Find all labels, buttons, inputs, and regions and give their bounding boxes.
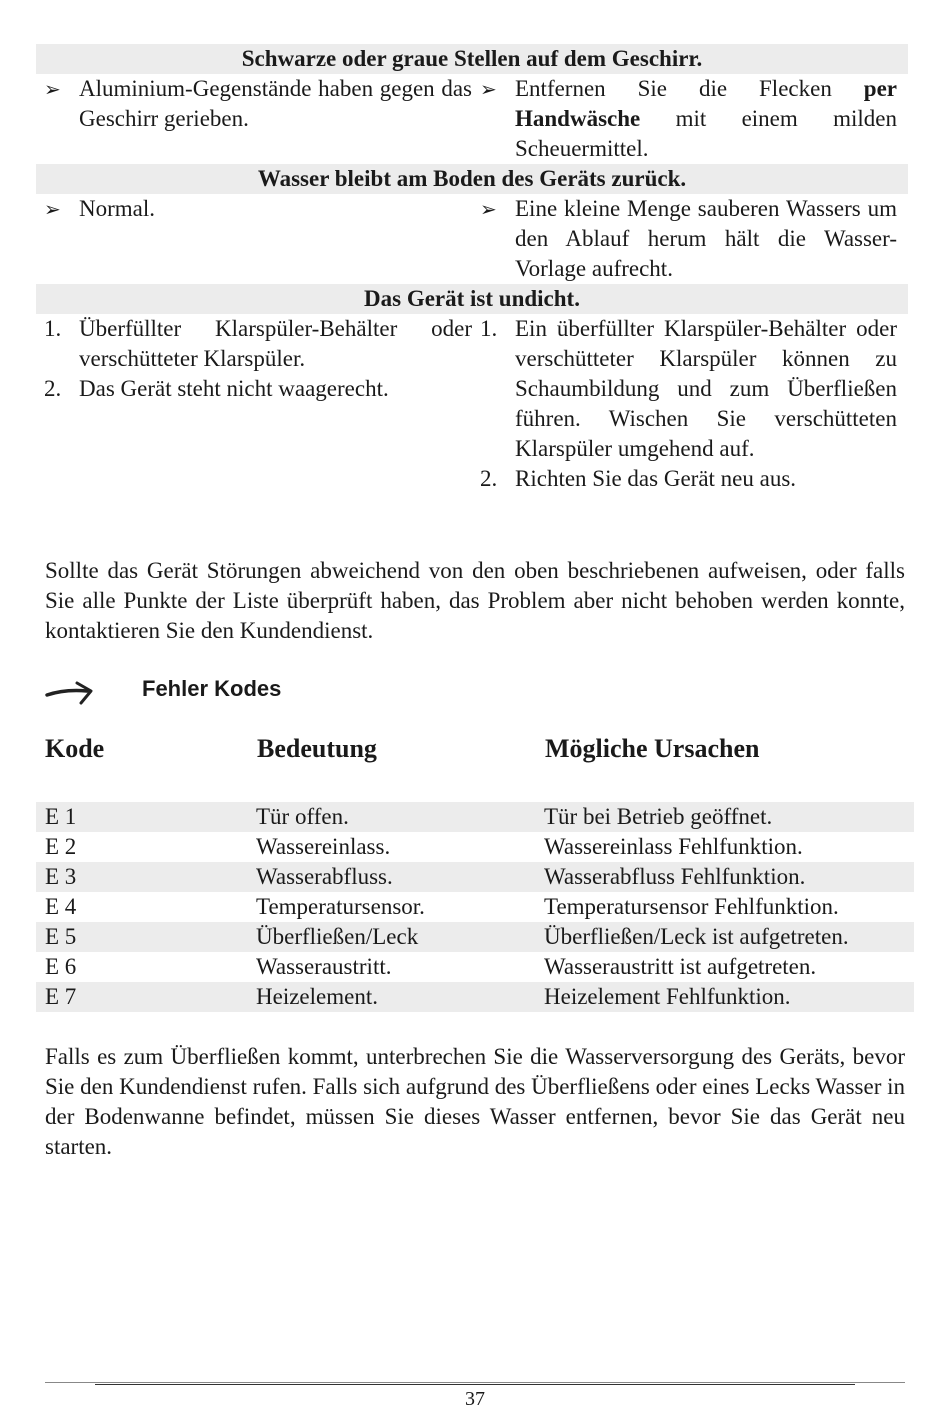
error-code-table xyxy=(36,802,914,1012)
section-heading: Wasser bleibt am Boden des Geräts zurück. xyxy=(36,164,908,194)
solution-text: Eine kleine Menge sauberen Wassers um den Ablauf herum hält die Wasser-Vorlage aufrecht. xyxy=(515,196,897,281)
table-row xyxy=(36,922,914,952)
troubleshooting-table xyxy=(36,44,908,494)
error-cause: Wassereinlass Fehlfunktion. xyxy=(544,834,803,859)
section-row xyxy=(36,314,908,494)
error-meaning: Temperatursensor. xyxy=(256,894,425,919)
solution-text: Ein überfüllter Klarspüler-Behälter oder verschütteter Klarspüler können zu Schaumbildung und zum Überfließen führen. Wischen Sie verschütteten Klarspüler umgehend auf. xyxy=(515,316,897,461)
solution-item xyxy=(480,464,897,494)
solution-column xyxy=(472,314,908,494)
error-code: E 6 xyxy=(45,954,77,979)
solution-text-part: mit einem milden Scheuermittel. xyxy=(515,106,897,161)
error-code: E 1 xyxy=(45,804,77,829)
cause-column xyxy=(36,194,472,284)
section-heading: Schwarze oder graue Stellen auf dem Geschirr. xyxy=(36,44,908,74)
page-number: 37 xyxy=(465,1388,485,1410)
solution-column xyxy=(472,194,908,284)
error-code: E 7 xyxy=(45,984,77,1009)
table-row xyxy=(36,892,914,922)
error-cause: Wasseraustritt ist aufgetreten. xyxy=(544,954,817,979)
cause-column xyxy=(36,314,472,494)
section-row xyxy=(36,74,908,164)
footer-divider xyxy=(95,1384,855,1385)
list-number: 2. xyxy=(44,376,62,401)
cause-text: Überfüllter Klarspüler-Behälter oder verschütteter Klarspüler. xyxy=(79,316,472,371)
solution-text: Richten Sie das Gerät neu aus. xyxy=(515,466,797,491)
error-meaning: Wassereinlass. xyxy=(256,834,391,859)
error-meaning: Wasserabfluss. xyxy=(256,864,393,889)
column-header-code: Kode xyxy=(45,734,105,763)
cause-text: Normal. xyxy=(79,196,156,221)
table-row xyxy=(36,982,914,1012)
error-code: E 5 xyxy=(45,924,77,949)
solution-text xyxy=(515,74,897,164)
table-row xyxy=(36,802,914,832)
cause-column xyxy=(36,74,472,164)
overflow-paragraph: Falls es zum Überfließen kommt, unterbrechen Sie die Wasserversorgung des Geräts, bevor Sie den Kundendienst rufen. Falls sich aufgrund des Überfließens oder eines Lecks Wasser in der Bodenwanne befindet, müssen Sie dieses Wasser entfernen, bevor Sie das Gerät neu starten. xyxy=(45,1044,905,1159)
arrow-icon xyxy=(45,677,97,707)
table-row xyxy=(36,862,914,892)
cause-text: Aluminium-Gegenstände haben gegen das Geschirr gerieben. xyxy=(79,76,472,131)
error-code: E 4 xyxy=(45,894,77,919)
solution-column xyxy=(472,74,908,164)
section-marker xyxy=(45,672,97,712)
cause-item xyxy=(44,314,472,374)
table-row xyxy=(36,952,914,982)
cause-item xyxy=(44,74,472,134)
error-cause: Temperatursensor Fehlfunktion. xyxy=(544,894,839,919)
solution-text-part: Entfernen Sie die Flecken xyxy=(515,76,864,101)
error-code: E 2 xyxy=(45,834,77,859)
solution-item xyxy=(480,74,897,164)
solution-text-bold: per Handwäsche xyxy=(515,76,897,131)
cause-item xyxy=(44,374,472,404)
error-cause: Tür bei Betrieb geöffnet. xyxy=(544,804,773,829)
error-meaning: Überfließen/Leck xyxy=(256,924,419,949)
section-row xyxy=(36,194,908,284)
list-number: 1. xyxy=(480,316,498,341)
list-number: 1. xyxy=(44,316,62,341)
solution-item xyxy=(480,314,897,464)
error-meaning: Tür offen. xyxy=(256,804,349,829)
error-cause: Heizelement Fehlfunktion. xyxy=(544,984,791,1009)
bullet-arrow-icon: ➢ xyxy=(480,197,497,221)
bullet-arrow-icon: ➢ xyxy=(44,197,61,221)
column-header-meaning: Bedeutung xyxy=(257,734,377,763)
footer-divider xyxy=(45,1382,905,1383)
error-cause: Wasserabfluss Fehlfunktion. xyxy=(544,864,806,889)
bullet-arrow-icon: ➢ xyxy=(44,77,61,101)
section-heading: Das Gerät ist undicht. xyxy=(36,284,908,314)
error-cause: Überfließen/Leck ist aufgetreten. xyxy=(544,924,849,949)
error-meaning: Wasseraustritt. xyxy=(256,954,392,979)
column-header-causes: Mögliche Ursachen xyxy=(545,734,760,763)
list-number: 2. xyxy=(480,466,498,491)
error-code: E 3 xyxy=(45,864,77,889)
cause-text: Das Gerät steht nicht waagerecht. xyxy=(79,376,389,401)
solution-item xyxy=(480,194,897,284)
bullet-arrow-icon: ➢ xyxy=(480,77,497,101)
section-title: Fehler Kodes xyxy=(142,676,282,701)
service-paragraph: Sollte das Gerät Störungen abweichend von den oben beschriebenen aufweisen, oder falls Sie alle Punkte der Liste überprüft haben, das Problem aber nicht behoben werden konnte, kontaktieren Sie den Kundendienst. xyxy=(45,558,905,643)
table-row xyxy=(36,832,914,862)
error-meaning: Heizelement. xyxy=(256,984,378,1009)
cause-item xyxy=(44,194,472,224)
